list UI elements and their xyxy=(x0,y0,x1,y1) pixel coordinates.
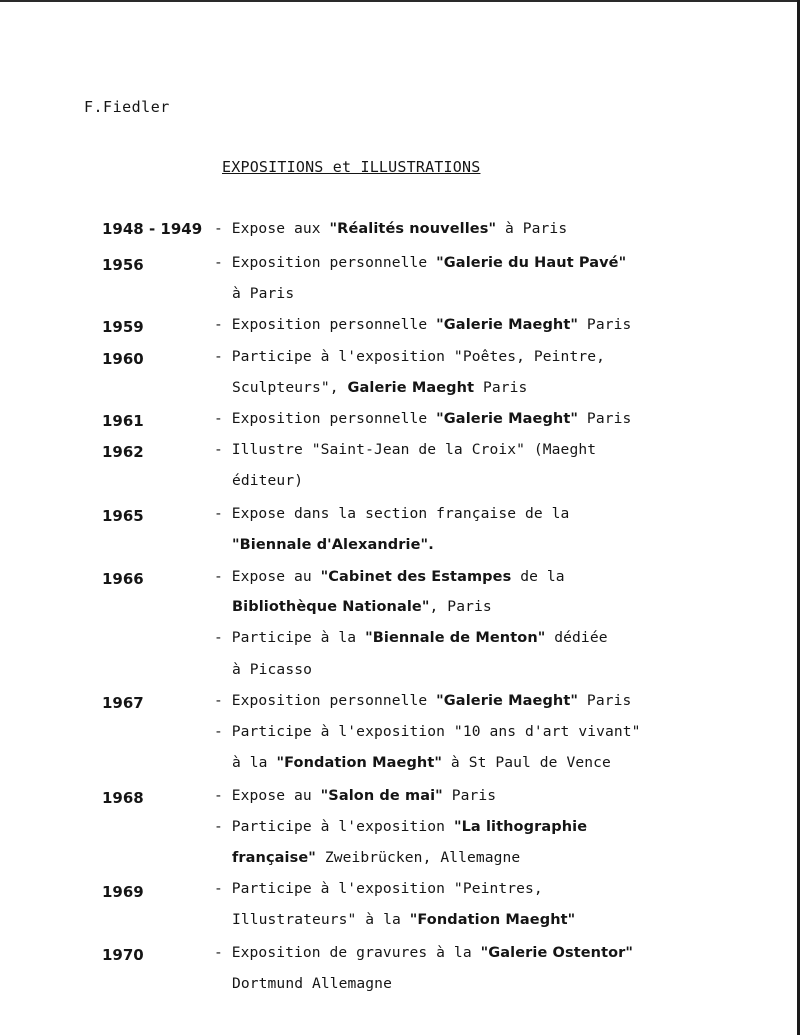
entry-text: Paris xyxy=(578,410,632,427)
emphasized-text: "Galerie Maeght" xyxy=(436,317,579,333)
entry-text: à la xyxy=(232,754,277,771)
emphasized-text: "Biennale de Menton" xyxy=(365,630,546,646)
entry-year: 1969 xyxy=(102,883,144,901)
entry-text: Paris xyxy=(578,316,632,333)
entry-line xyxy=(214,723,641,740)
entry-line xyxy=(214,505,569,522)
entry-text: - Expose au xyxy=(214,568,321,585)
entry-text: - Exposition personnelle xyxy=(214,254,437,271)
entry-text: - Participe à l'exposition "Poêtes, Peintre, xyxy=(214,348,605,365)
entry-line xyxy=(232,754,611,771)
entry-line xyxy=(214,818,587,835)
emphasized-text: "Galerie Maeght" xyxy=(436,411,579,427)
emphasized-text: "Cabinet des Estampes xyxy=(320,569,512,585)
emphasized-text: française" xyxy=(232,850,316,866)
entry-line xyxy=(214,629,608,646)
scan-edge-top xyxy=(0,0,800,2)
entry-text: Paris xyxy=(474,379,528,396)
entry-line xyxy=(232,379,527,396)
entry-text: , Paris xyxy=(429,598,492,615)
entry-year: 1970 xyxy=(102,946,144,964)
entry-line xyxy=(214,441,596,458)
entry-text: à Paris xyxy=(232,285,295,302)
entry-year: 1962 xyxy=(102,443,144,461)
entry-line xyxy=(232,598,492,615)
emphasized-text: Galerie Maeght xyxy=(347,380,475,396)
entry-text: - Participe à l'exposition xyxy=(214,818,454,835)
entry-text: - Participe à la xyxy=(214,629,366,646)
entry-text: Sculpteurs", xyxy=(232,379,348,396)
entry-line xyxy=(232,661,312,678)
entry-text: - Illustre "Saint-Jean de la Croix" (Maeght xyxy=(214,441,597,458)
entry-year: 1967 xyxy=(102,694,144,712)
entry-text: de la xyxy=(511,568,565,585)
entry-text: - Exposition de gravures à la xyxy=(214,944,481,961)
entry-text: - Exposition personnelle xyxy=(214,692,437,709)
entry-line xyxy=(232,536,434,553)
entry-line xyxy=(232,285,294,302)
emphasized-text: Bibliothèque Nationale" xyxy=(232,599,430,615)
entry-text: Dortmund Allemagne xyxy=(232,975,392,992)
emphasized-text: "Salon de mai" xyxy=(320,788,443,804)
entry-text: - Exposition personnelle xyxy=(214,410,437,427)
entry-text: éditeur) xyxy=(232,472,304,489)
emphasized-text: "Biennale d'Alexandrie". xyxy=(232,537,434,553)
emphasized-text: "Galerie du Haut Pavé" xyxy=(436,255,627,271)
author-name: F.Fiedler xyxy=(84,98,170,116)
entry-line xyxy=(214,944,633,961)
entry-line xyxy=(214,880,543,897)
entry-text: - Expose au xyxy=(214,787,321,804)
entry-line xyxy=(214,692,631,709)
entry-text: dédiée xyxy=(545,629,608,646)
entry-year: 1948 - 1949 xyxy=(102,220,203,238)
entry-year: 1968 xyxy=(102,789,144,807)
entry-text: Zweibrücken, Allemagne xyxy=(315,849,521,866)
emphasized-text: "Fondation Maeght" xyxy=(409,912,576,928)
entry-text: Illustrateurs" à la xyxy=(232,911,410,928)
emphasized-text: "La lithographie xyxy=(453,819,588,835)
entry-year: 1961 xyxy=(102,412,144,430)
entry-year: 1966 xyxy=(102,570,144,588)
entry-line xyxy=(214,787,496,804)
entry-line xyxy=(232,911,575,928)
entry-text: - Participe à l'exposition "Peintres, xyxy=(214,880,543,897)
entry-text: - Participe à l'exposition "10 ans d'art vivant" xyxy=(214,723,641,740)
emphasized-text: "Fondation Maeght" xyxy=(276,755,443,771)
entry-text: Paris xyxy=(442,787,497,804)
emphasized-text: "Réalités nouvelles" xyxy=(329,221,497,237)
emphasized-text: "Galerie Ostentor" xyxy=(480,945,634,961)
entry-text: - Exposition personnelle xyxy=(214,316,437,333)
entry-line xyxy=(214,254,626,271)
entry-line xyxy=(214,316,631,333)
entry-line xyxy=(214,568,565,585)
entry-text: à St Paul de Vence xyxy=(442,754,611,771)
entry-line xyxy=(232,849,520,866)
entry-text: à Picasso xyxy=(232,661,312,678)
entry-line xyxy=(232,472,303,489)
entry-year: 1956 xyxy=(102,256,144,274)
entry-year: 1959 xyxy=(102,318,144,336)
document-title: EXPOSITIONS et ILLUSTRATIONS xyxy=(222,158,481,176)
entry-line xyxy=(214,348,605,365)
entry-line xyxy=(214,410,631,427)
entry-line xyxy=(232,975,392,992)
entry-year: 1965 xyxy=(102,507,144,525)
entry-text: - Expose dans la section française de la xyxy=(214,505,570,522)
emphasized-text: "Galerie Maeght" xyxy=(436,693,579,709)
entry-text: Paris xyxy=(578,692,632,709)
entry-year: 1960 xyxy=(102,350,144,368)
entry-text: - Expose aux xyxy=(214,220,330,237)
entry-text: à Paris xyxy=(496,220,568,237)
entry-line xyxy=(214,220,567,237)
